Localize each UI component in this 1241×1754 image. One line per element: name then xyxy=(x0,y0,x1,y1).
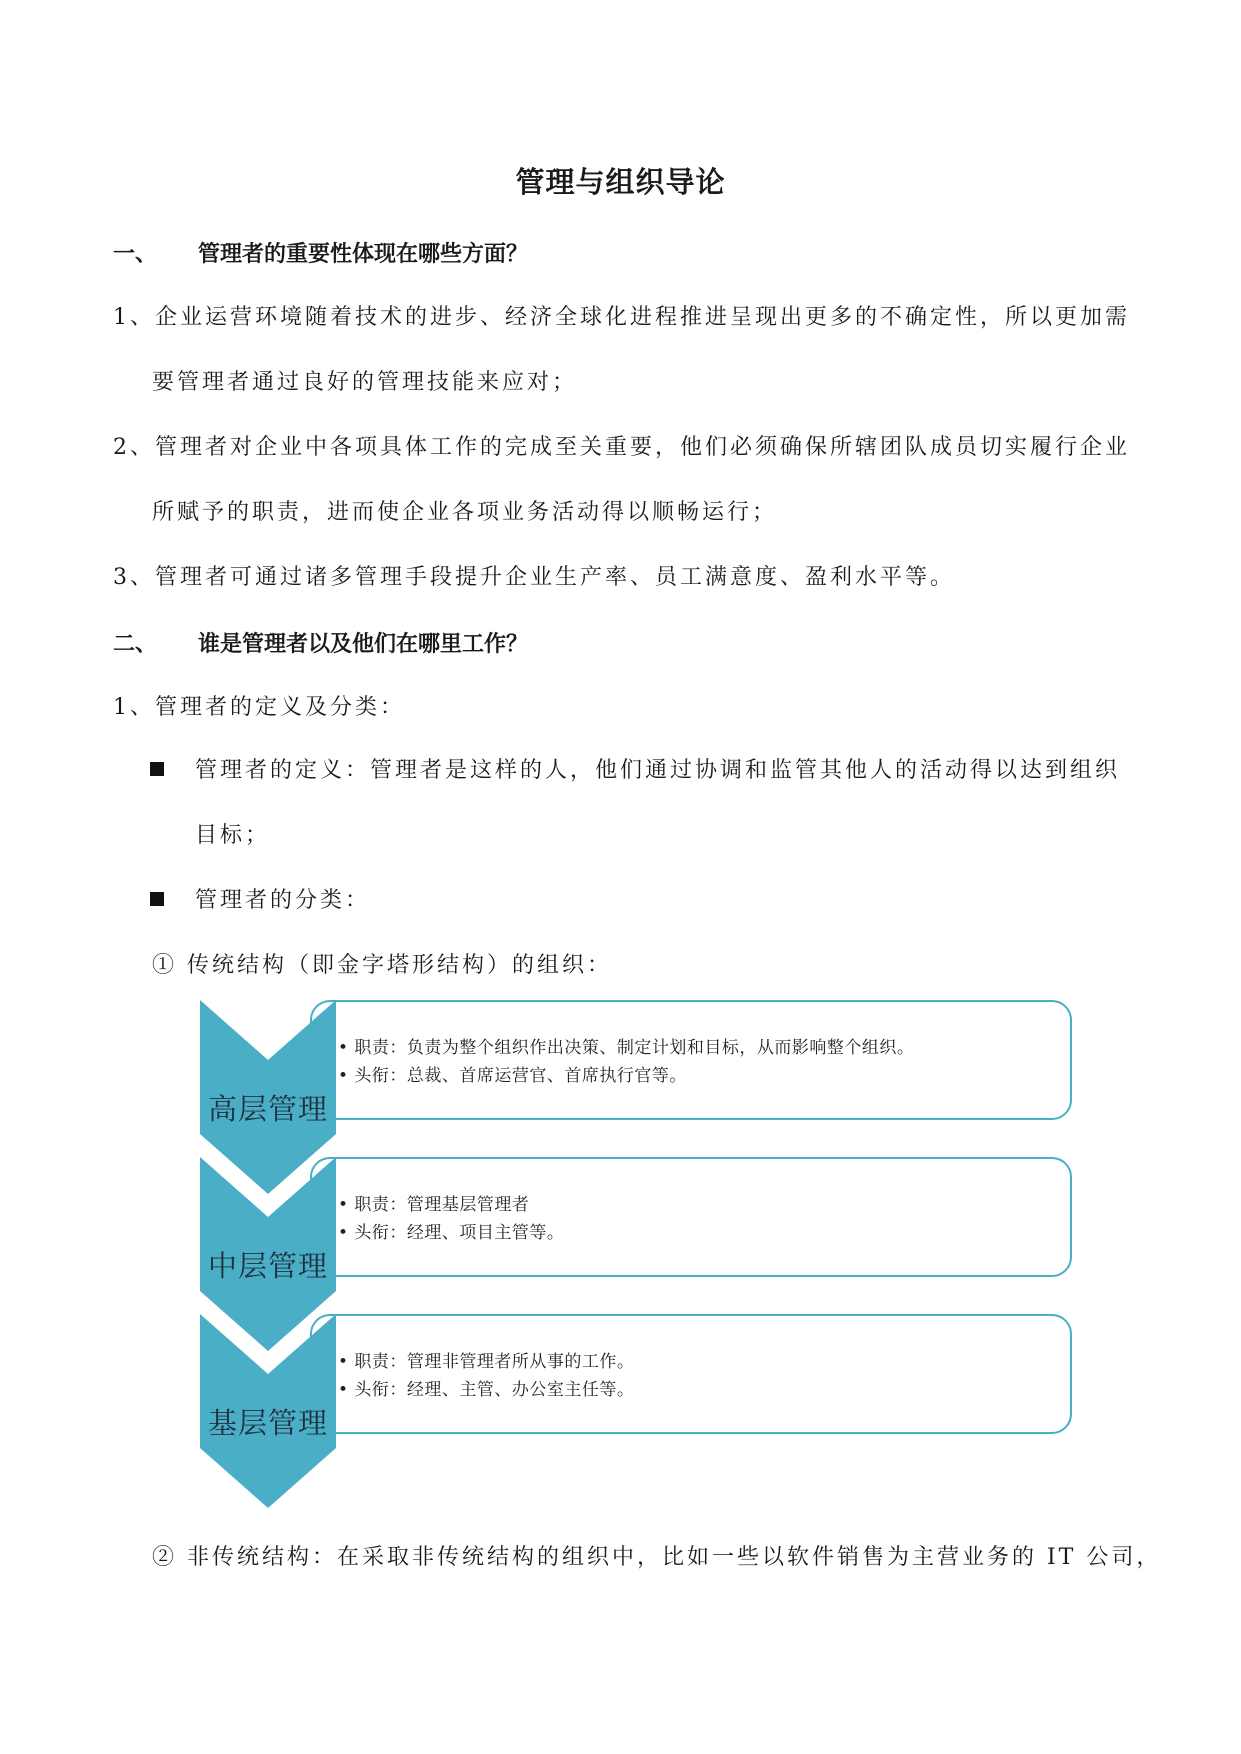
bullet-text: 目标； xyxy=(195,823,271,848)
section-heading-text: 谁是管理者以及他们在哪里工作？ xyxy=(198,631,529,657)
level-box-top xyxy=(310,1000,1072,1120)
paragraph-line: 1、企业运营环境随着技术的进步、经济全球化进程推进呈现出更多的不确定性，所以更加需 xyxy=(113,305,1131,330)
paragraph-line: 要管理者通过良好的管理技能来应对； xyxy=(152,370,578,395)
paragraph-line: 1、管理者的定义及分类： xyxy=(113,695,405,720)
level-label: 中层管理 xyxy=(207,1249,328,1283)
level-title-text: • 头衔：经理、主管、办公室主任等。 xyxy=(338,1380,635,1400)
management-levels-diagram xyxy=(200,1000,1075,1520)
level-duty-text: • 职责：管理非管理者所从事的工作。 xyxy=(338,1352,635,1372)
bullet-text: 管理者的分类： xyxy=(195,888,371,913)
section-number: 一、 xyxy=(113,241,158,267)
bullet-text: 管理者的定义：管理者是这样的人，他们通过协调和监管其他人的活动得以达到组织 xyxy=(195,758,1121,783)
paragraph-line: 3、管理者可通过诸多管理手段提升企业生产率、员工满意度、盈利水平等。 xyxy=(113,565,955,590)
section-number: 二、 xyxy=(113,631,158,657)
level-label: 高层管理 xyxy=(207,1092,328,1126)
circled-item: ② 非传统结构：在采取非传统结构的组织中，比如一些以软件销售为主营业务的 IT 公司， xyxy=(152,1545,1162,1570)
level-box-bottom xyxy=(310,1314,1072,1434)
section-heading-2 xyxy=(113,627,528,658)
level-title-text: • 头衔：总裁、首席运营官、首席执行官等。 xyxy=(338,1066,687,1086)
square-bullet-icon xyxy=(150,762,164,776)
square-bullet-icon xyxy=(150,892,164,906)
document-title: 管理与组织导论 xyxy=(515,165,726,199)
level-label: 基层管理 xyxy=(207,1406,328,1440)
circled-item: ① 传统结构（即金字塔形结构）的组织： xyxy=(152,953,612,978)
level-duty-text: • 职责：负责为整个组织作出决策、制定计划和目标，从而影响整个组织。 xyxy=(338,1038,915,1058)
level-box-middle xyxy=(310,1157,1072,1277)
level-duty-text: • 职责：管理基层管理者 xyxy=(338,1195,530,1215)
section-heading-1 xyxy=(113,237,528,268)
chevron-bottom-level xyxy=(200,1314,336,1508)
paragraph-line: 2、管理者对企业中各项具体工作的完成至关重要，他们必须确保所辖团队成员切实履行企业 xyxy=(113,435,1131,460)
level-title-text: • 头衔：经理、项目主管等。 xyxy=(338,1223,565,1243)
paragraph-line: 所赋予的职责，进而使企业各项业务活动得以顺畅运行； xyxy=(152,500,778,525)
section-heading-text: 管理者的重要性体现在哪些方面？ xyxy=(198,241,529,267)
